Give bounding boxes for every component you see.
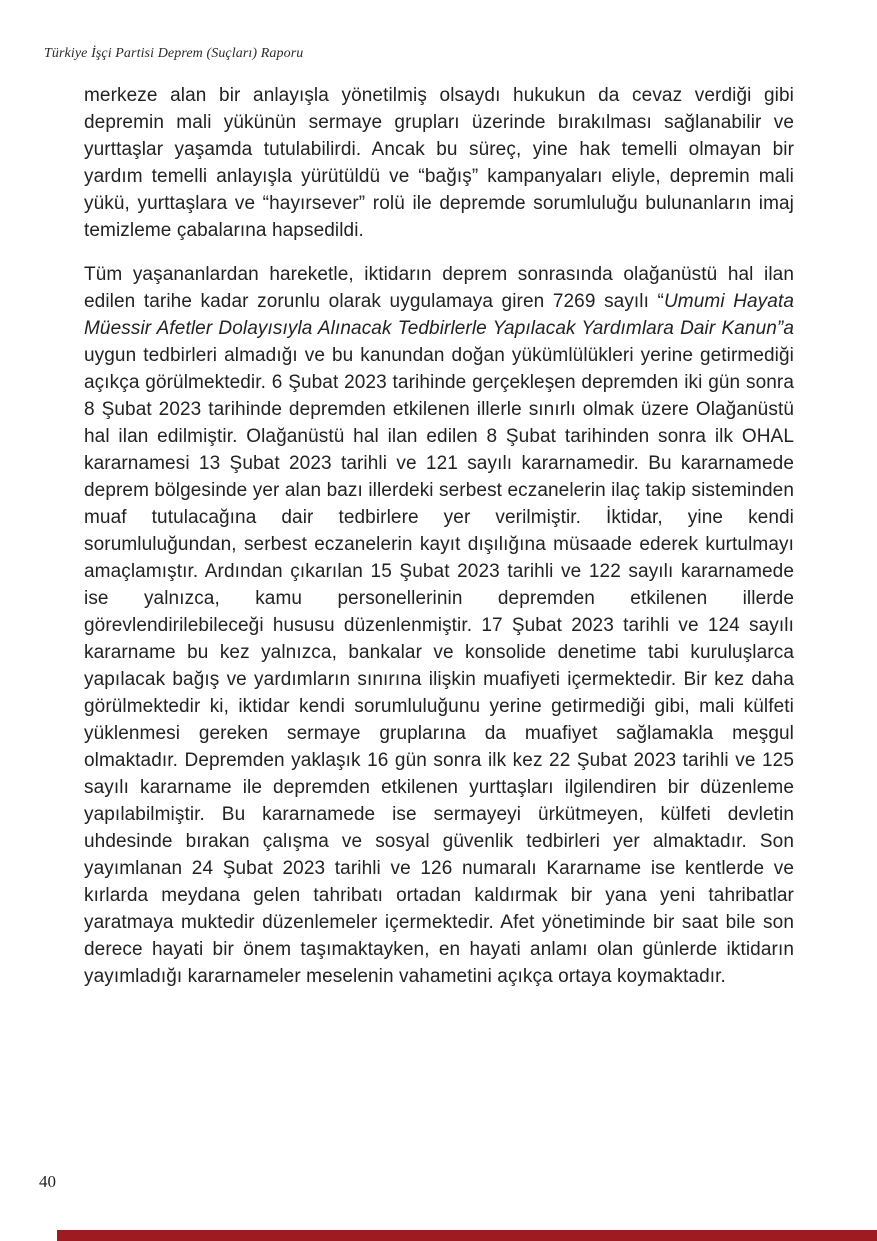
paragraph-2 xyxy=(84,261,794,990)
footer-accent-bar xyxy=(57,1230,877,1241)
body-text xyxy=(84,82,794,1007)
law-title-italic: Umumi Hayata Müessir Afetler Dolayısıyla Alınacak Tedbirlerle Yapılacak Yardımlara Dair Kanun”a xyxy=(84,291,794,339)
paragraph-2-text-after: uygun tedbirleri almadığı ve bu kanundan doğan yükümlülükleri yerine getirmediği açıkça görülmektedir. 6 Şubat 2023 tarihinde gerçekleşen depremden iki gün sonra 8 Şubat 2023 tarihinde depremden etkilenen illerle sınırlı olmak üzere Olağanüstü hal ilan edilmiştir. Olağanüstü hal ilan edilen 8 Şubat tarihinden sonra ilk OHAL kararnamesi 13 Şubat 2023 tarihli ve 121 sayılı kararnamedir. Bu kararnamede deprem bölgesinde yer alan bazı illerdeki serbest eczanelerin ilaç takip sisteminden muaf tutulacağına dair tedbirlere yer verilmiştir. İktidar, yine kendi sorumluluğundan, serbest eczanelerin kayıt dışılığına müsaade ederek kurtulmayı amaçlamıştır. Ardından çıkarılan 15 Şubat 2023 tarihli ve 122 sayılı kararnamede ise yalnızca, kamu personellerinin depremden etkilenen illerde görevlendirilebileceği hususu düzenlenmiştir. 17 Şubat 2023 tarihli ve 124 sayılı kararname bu kez yalnızca, bankalar ve konsolide denetime tabi kuruluşlarca yapılacak bağış ve yardımların sınırına ilişkin muafiyeti içermektedir. Bir kez daha görülmektedir ki, iktidar kendi sorumluluğunu yerine getirmediği gibi, mali külfeti yüklenmesi gereken sermaye gruplarına da muafiyet sağlamakla meşgul olmaktadır. Depremden yaklaşık 16 gün sonra ilk kez 22 Şubat 2023 tarihli ve 125 sayılı kararname ile depremden etkilenen yurttaşları ilgilendiren bir düzenleme yapılabilmiştir. Bu kararnamede ise sermayeyi ürkütmeyen, külfeti devletin uhdesinde bırakan çalışma ve sosyal güvenlik tedbirleri yer almaktadır. Son yayımlanan 24 Şubat 2023 tarihli ve 126 numaralı Kararname ise kentlerde ve kırlarda meydana gelen tahribatı ortadan kaldırmak bir yana yeni tahribatlar yaratmaya muktedir düzenlemeler içermektedir. Afet yönetiminde bir saat bile son derece hayati bir önem taşımaktayken, en hayati anlamı olan günlerde iktidarın yayımladığı kararnameler meselenin vahametini açıkça ortaya koymaktadır. xyxy=(84,345,794,987)
page-number: 40 xyxy=(39,1172,56,1191)
running-header: Türkiye İşçi Partisi Deprem (Suçları) Raporu xyxy=(44,46,304,61)
paragraph-2-text-before: Tüm yaşananlardan hareketle, iktidarın deprem sonrasında olağanüstü hal ilan edilen tarihe kadar zorunlu olarak uygulamaya giren 7269 sayılı “ xyxy=(84,264,794,312)
paragraph-1: merkeze alan bir anlayışla yönetilmiş olsaydı hukukun da cevaz verdiği gibi depremin mali yükünün sermaye grupları üzerinde bırakılması sağlanabilir ve yurttaşlar yaşamda tutulabilirdi. Ancak bu süreç, yine hak temelli olmayan bir yardım temelli anlayışla yürütüldü ve “bağış” kampanyaları eliyle, depremin mali yükü, yurttaşlara ve “hayırsever” rolü ile depremde sorumluluğu bulunanların imaj temizleme çabalarına hapsedildi. xyxy=(84,85,794,241)
